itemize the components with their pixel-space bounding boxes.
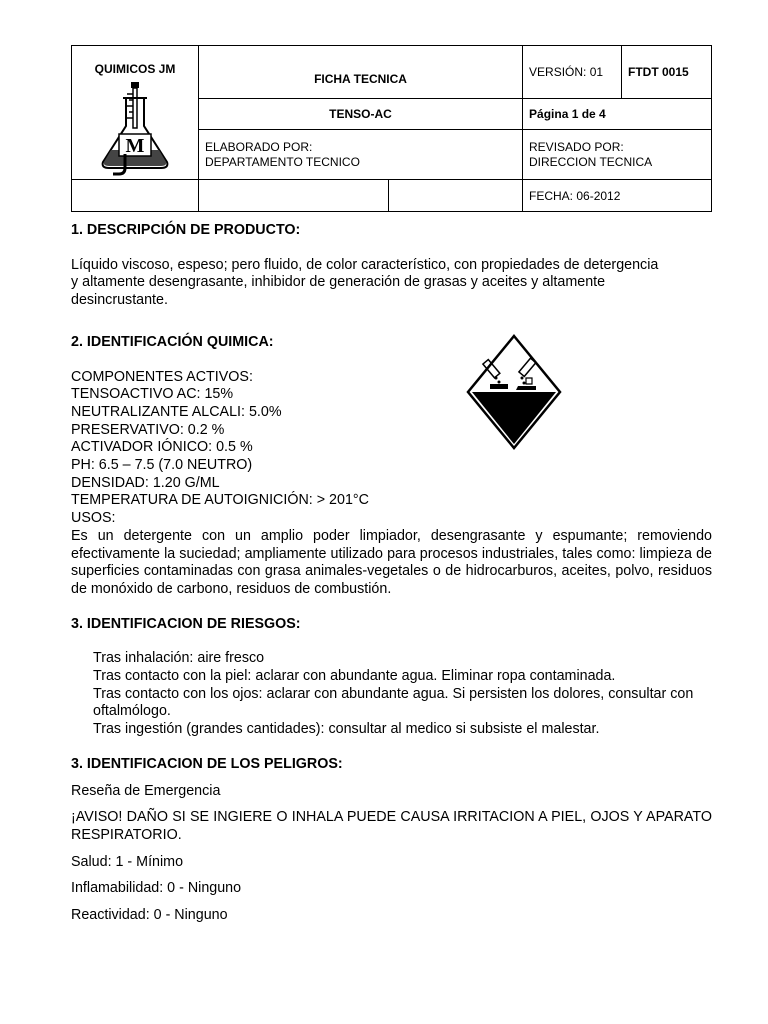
component-line: NEUTRALIZANTE ALCALI: 5.0% bbox=[71, 403, 282, 420]
component-line: PRESERVATIVO: 0.2 % bbox=[71, 421, 225, 438]
flammability-rating: Inflamabilidad: 0 - Ninguno bbox=[71, 880, 242, 897]
component-line: COMPONENTES ACTIVOS: bbox=[71, 368, 253, 385]
risk-item: Tras ingestión (grandes cantidades): consultar al medico si subsiste el malestar. bbox=[93, 721, 600, 738]
company-name: QUIMICOS JM bbox=[94, 62, 176, 76]
component-line: ACTIVADOR IÓNICO: 0.5 % bbox=[71, 439, 253, 456]
document-body bbox=[71, 222, 712, 925]
component-line: DENSIDAD: 1.20 G/ML bbox=[71, 474, 220, 491]
component-line: TEMPERATURA DE AUTOIGNICIÓN: > 201°C bbox=[71, 492, 369, 509]
doc-code: FTDT 0015 bbox=[622, 46, 712, 99]
prepared-by-value: DEPARTAMENTO TECNICO bbox=[205, 154, 360, 169]
component-line: PH: 6.5 – 7.5 (7.0 NEUTRO) bbox=[71, 457, 253, 474]
section-title: 3. IDENTIFICACION DE RIESGOS: bbox=[71, 615, 301, 632]
empty-cell bbox=[72, 180, 199, 212]
prepared-by-label: ELABORADO POR: bbox=[205, 139, 313, 154]
section-title: 1. DESCRIPCIÓN DE PRODUCTO: bbox=[71, 222, 301, 238]
risk-item: Tras contacto con los ojos: aclarar con abundante agua. Si persisten los dolores, consultar con oftalmólogo. bbox=[93, 685, 694, 720]
component-line: TENSOACTIVO AC: 15% bbox=[71, 386, 234, 403]
document-header bbox=[71, 45, 711, 204]
date: FECHA: 06-2012 bbox=[523, 180, 712, 212]
reviewed-by bbox=[523, 130, 712, 180]
risk-item: Tras inhalación: aire fresco bbox=[93, 650, 265, 667]
page-number: Página 1 de 4 bbox=[523, 98, 712, 130]
empty-cell bbox=[389, 180, 523, 212]
section-title: 3. IDENTIFICACION DE LOS PELIGROS: bbox=[71, 755, 343, 772]
warning-text: ¡AVISO! DAÑO SI SE INGIERE O INHALA PUEDE CAUSA IRRITACION A PIEL, OJOS Y APARATO RESPIRATORIO. bbox=[71, 809, 712, 843]
version: VERSIÓN: 01 bbox=[523, 46, 622, 99]
emergency-subtitle: Reseña de Emergencia bbox=[71, 782, 221, 799]
product-name: TENSO-AC bbox=[199, 98, 523, 130]
section-title: 2. IDENTIFICACIÓN QUIMICA: bbox=[71, 333, 274, 350]
flask-logo-icon bbox=[95, 80, 175, 176]
risk-item: Tras contacto con la piel: aclarar con abundante agua. Eliminar ropa contaminada. bbox=[93, 668, 616, 685]
prepared-by bbox=[199, 130, 523, 180]
reactivity-rating: Reactividad: 0 - Ninguno bbox=[71, 907, 228, 924]
reviewed-by-value: DIRECCION TECNICA bbox=[529, 154, 653, 169]
empty-cell bbox=[199, 180, 389, 212]
description-line: y altamente desengrasante, inhibidor de generación de grasas y aceites y altamente bbox=[71, 274, 606, 291]
health-rating: Salud: 1 - Mínimo bbox=[71, 853, 184, 870]
reviewed-by-label: REVISADO POR: bbox=[529, 139, 624, 154]
logo-cell bbox=[72, 46, 199, 180]
description-line: Líquido viscoso, espeso; pero fluido, de color característico, con propiedades de detergencia bbox=[71, 256, 659, 273]
description-line: desincrustante. bbox=[71, 292, 168, 309]
doc-type: FICHA TECNICA bbox=[199, 46, 523, 99]
uses-text: Es un detergente con un amplio poder limpiador, desengrasante y espumante; removiendo efectivamente la suciedad; ampliamente utilizado para procesos industriales, tales como: limpieza de superficies contaminadas con grasa animales-vegetales o de hidrocarburos, aceites, polvo, residuos de monóxido de carbono, residuos de combustión. bbox=[71, 527, 712, 597]
svg-text:M: M bbox=[125, 135, 145, 157]
component-line: USOS: bbox=[71, 510, 116, 527]
